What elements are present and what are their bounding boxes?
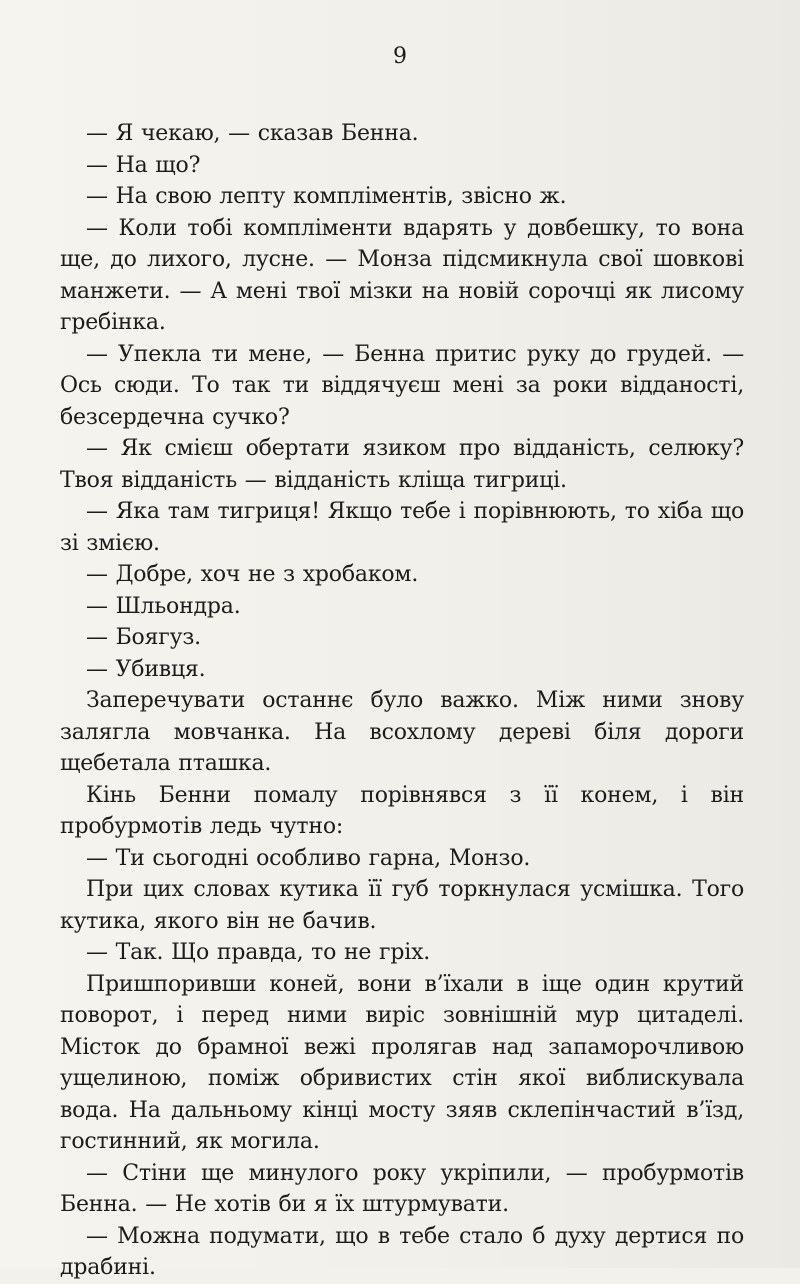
paragraph: Кінь Бенни помалу порівнявся з її конем, і він пробурмотів ледь чутно:	[60, 782, 744, 839]
paragraph: — Можна подумати, що в тебе стало б духу дертися по драбині.	[60, 1223, 744, 1280]
paragraph: — Упекла ти мене, — Бенна притис руку до грудей. — Ось сюди. То так ти віддячуєш мені за роки відданості, безсердечна сучко?	[60, 341, 744, 430]
paragraph: — Так. Що правда, то не гріх.	[86, 940, 431, 965]
paragraph: — Яка там тигриця! Якщо тебе і порівнюють, то хіба що зі змією.	[60, 499, 744, 556]
paragraph: — Шльондра.	[86, 593, 241, 619]
page-text	[60, 118, 744, 1284]
paragraph: — Коли тобі компліменти вдарять у довбешку, то вона ще, до лихого, лусне. — Монза підсмикнула свої шовкові манжети. — А мені твої мізки на новій сорочці як лисому гребінка.	[60, 215, 744, 335]
paragraph: — Убивця.	[86, 656, 206, 682]
paragraph: — Стіни ще минулого року укріпили, — пробурмотів Бенна. — Не хотів би я їх штурмувати.	[60, 1160, 744, 1217]
paragraph: — На що?	[86, 152, 201, 178]
paragraph: — Я чекаю, — сказав Бенна.	[86, 121, 419, 146]
page-number: 9	[393, 44, 407, 69]
paragraph: — Ти сьогодні особливо гарна, Монзо.	[86, 845, 531, 871]
paragraph: — На свою лепту компліментів, звісно ж.	[86, 184, 567, 209]
paragraph: При цих словах кутика її губ торкнулася усмішка. Того кутика, якого він не бачив.	[60, 877, 744, 934]
paragraph: — Боягуз.	[86, 625, 201, 650]
paragraph: — Як смієш обертати язиком про відданість, селюку? Твоя відданість — відданість кліща тигриці.	[60, 436, 744, 493]
paragraph: Заперечувати останнє було важко. Між ними знову залягла мовчанка. На всохлому дереві біля дороги щебетала пташка.	[60, 688, 744, 776]
paragraph: — Добре, хоч не з хробаком.	[86, 562, 419, 587]
paragraph: Пришпоривши коней, вони в’їхали в іще один крутий поворот, і перед ними виріс зовнішній мур цитаделі. Місток до брамної вежі пролягав над запаморочливою ущелиною, поміж обривистих стін якої виблискувала вода. На дальньому кінці мосту зяяв склепінчастий в’їзд, гостинний, як могила.	[60, 971, 744, 1154]
